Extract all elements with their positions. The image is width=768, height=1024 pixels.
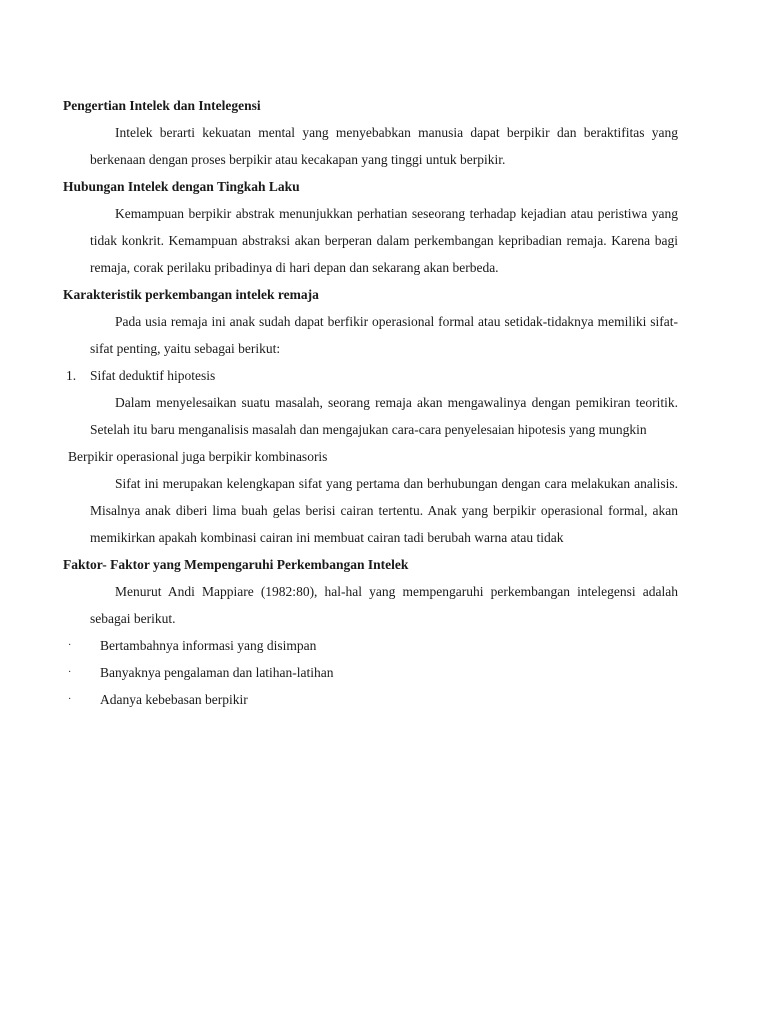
paragraph-kombinasoris: Sifat ini merupakan kelengkapan sifat yang pertama dan berhubungan dengan cara melakukan analisis. Misalnya anak diberi lima buah gelas berisi cairan tertentu. Anak yang berpikir operasional formal, akan memikirkan apakah kombinasi cairan ini membuat cairan tadi berubah warna atau tidak — [90, 476, 678, 545]
list-item — [0, 659, 768, 686]
list-item-text: Banyaknya pengalaman dan latihan-latihan — [100, 665, 334, 680]
bullet-icon: · — [68, 694, 72, 705]
list-item-text: Bertambahnya informasi yang disimpan — [100, 638, 317, 653]
item-2-label: Berpikir operasional juga berpikir kombinasoris — [68, 449, 328, 464]
paragraph-karakteristik: Pada usia remaja ini anak sudah dapat berfikir operasional formal atau setidak-tidaknya memiliki sifat-sifat penting, yaitu sebagai berikut: — [90, 314, 678, 356]
bullet-icon: · — [68, 640, 72, 651]
numbered-item-1 — [0, 362, 768, 389]
section-heading-hubungan: Hubungan Intelek dengan Tingkah Laku — [63, 179, 300, 194]
list-item — [0, 632, 768, 659]
section-heading-faktor: Faktor- Faktor yang Mempengaruhi Perkembangan Intelek — [63, 557, 409, 572]
section-heading-pengertian: Pengertian Intelek dan Intelegensi — [63, 98, 261, 113]
paragraph-deduktif: Dalam menyelesaikan suatu masalah, seorang remaja akan mengawalinya dengan pemikiran teoritik. Setelah itu baru menganalisis masalah dan mengajukan cara-cara penyelesaian hipotesis yang mungkin — [90, 395, 678, 437]
paragraph-faktor: Menurut Andi Mappiare (1982:80), hal-hal yang mempengaruhi perkembangan intelegensi adalah sebagai berikut. — [90, 584, 678, 626]
item-number: 1. — [66, 368, 77, 383]
paragraph-hubungan: Kemampuan berpikir abstrak menunjukkan perhatian seseorang terhadap kejadian atau peristiwa yang tidak konkrit. Kemampuan abstraksi akan berperan dalam perkembangan kepribadian remaja. Karena bagi remaja, corak perilaku pribadinya di hari depan dan sekarang akan berbeda. — [90, 206, 678, 275]
item-label: Sifat deduktif hipotesis — [90, 368, 216, 383]
bullet-icon: · — [68, 667, 72, 678]
paragraph-pengertian: Intelek berarti kekuatan mental yang menyebabkan manusia dapat berpikir dan beraktifitas yang berkenaan dengan proses berpikir atau kecakapan yang tinggi untuk berpikir. — [90, 125, 678, 167]
list-item — [0, 686, 768, 713]
section-heading-karakteristik: Karakteristik perkembangan intelek remaja — [63, 287, 319, 302]
list-item-text: Adanya kebebasan berpikir — [100, 692, 248, 707]
